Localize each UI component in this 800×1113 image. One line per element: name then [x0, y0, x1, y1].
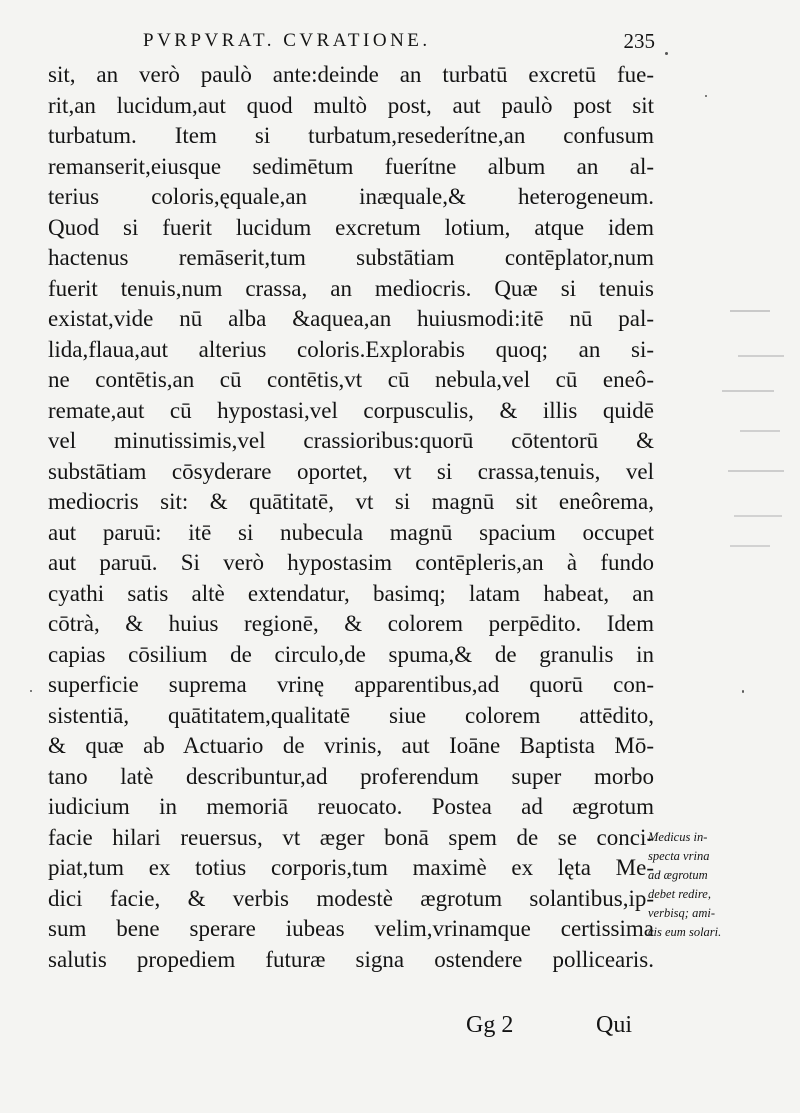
text-line: existat,vide nū alba &aquea,an huiusmodi:itē nū pal- — [48, 306, 654, 331]
text-line: fuerit tenuis,num crassa, an mediocris. Quæ si tenuis — [48, 275, 654, 301]
text-line: remate,aut cū hypostasi,vel corpusculis, & illis quidē — [48, 397, 654, 423]
marginal-note-line: specta vrina — [648, 849, 710, 863]
text-line: remanserit,eiusque sedimētum fuerítne album an al- — [48, 153, 654, 179]
marginal-note-line: ad ægrotum — [648, 868, 708, 882]
marginal-note-line: verbisq; ami- — [648, 906, 715, 920]
text-line: tano latè describuntur,ad proferendum super morbo — [48, 763, 654, 789]
marginal-note-line: debet redire, — [648, 887, 711, 901]
page-footer — [0, 1012, 800, 1052]
text-line: sistentiā, quātitatem,qualitatē siue colorem attēdito, — [48, 702, 654, 728]
signature-mark: Gg 2 — [466, 1012, 514, 1038]
text-line: lida,flaua,aut alterius coloris.Explorabis quoq; an si- — [48, 336, 654, 362]
text-line: aut paruū: itē si nubecula magnū spacium occupet — [48, 519, 654, 545]
ink-speck — [665, 52, 668, 55]
page-number: 235 — [623, 29, 655, 53]
text-line: sum bene sperare iubeas velim,vrinamque certissima — [48, 916, 654, 941]
text-line: facie hilari reuersus, vt æger bonā spem de se conci- — [48, 824, 654, 850]
page-header — [143, 30, 655, 60]
text-line: sit, an verò paulò ante:deinde an turbatū excretū fue- — [48, 62, 654, 87]
text-line: piat,tum ex totius corporis,tum maximè ex lęta Me- — [48, 855, 654, 880]
text-line: turbatum. Item si turbatum,resederítne,an confusum — [48, 123, 654, 148]
text-line: superficie suprema vrinę apparentibus,ad quorū con- — [48, 672, 654, 697]
text-line: capias cōsilium de circulo,de spuma,& de granulis in — [48, 641, 654, 667]
marginal-note-line: Medicus in- — [648, 830, 708, 844]
text-line: terius coloris,ęquale,an inæquale,& heterogeneum. — [48, 184, 654, 209]
ink-speck — [742, 690, 744, 693]
text-line: salutis propediem futuræ signa ostendere pollicearis. — [48, 946, 654, 972]
text-line: hactenus remāserit,tum substātiam contēplator,num — [48, 245, 654, 270]
text-line: Quod si fuerit lucidum excretum lotium, atque idem — [48, 214, 654, 240]
text-line: iudicium in memoriā reuocato. Postea ad ægrotum — [48, 794, 654, 819]
show-through-marks — [700, 300, 790, 560]
text-line: vel minutissimis,vel crassioribus:quorū cōtentorū & — [48, 428, 654, 453]
text-line: rit,an lucidum,aut quod multò post, aut paulò post sit — [48, 92, 654, 118]
ink-speck — [30, 690, 32, 692]
catchword: Qui — [596, 1012, 632, 1038]
ink-speck — [705, 95, 707, 97]
text-line: substātiam cōsyderare oportet, vt si crassa,tenuis, vel — [48, 458, 654, 484]
marginal-note-line: cis eum solari. — [648, 925, 722, 939]
text-line: & quæ ab Actuario de vrinis, aut Ioāne Baptista Mō- — [48, 733, 654, 758]
text-line: cōtrà, & huius regionē, & colorem perpēdito. Idem — [48, 611, 654, 636]
text-line: aut paruū. Si verò hypostasim contēpleris,an à fundo — [48, 550, 654, 575]
running-title: PVRPVRAT. CVRATIONE. — [143, 30, 431, 51]
text-line: mediocris sit: & quātitatē, vt si magnū sit eneôrema, — [48, 489, 654, 514]
body-text — [48, 60, 654, 975]
text-line: dici facie, & verbis modestè ægrotum solantibus,ip- — [48, 885, 654, 911]
text-line: cyathi satis altè extendatur, basimq; latam habeat, an — [48, 580, 654, 606]
marginal-note — [648, 828, 788, 942]
text-line: ne contētis,an cū contētis,vt cū nebula,vel cū eneô- — [48, 367, 654, 392]
